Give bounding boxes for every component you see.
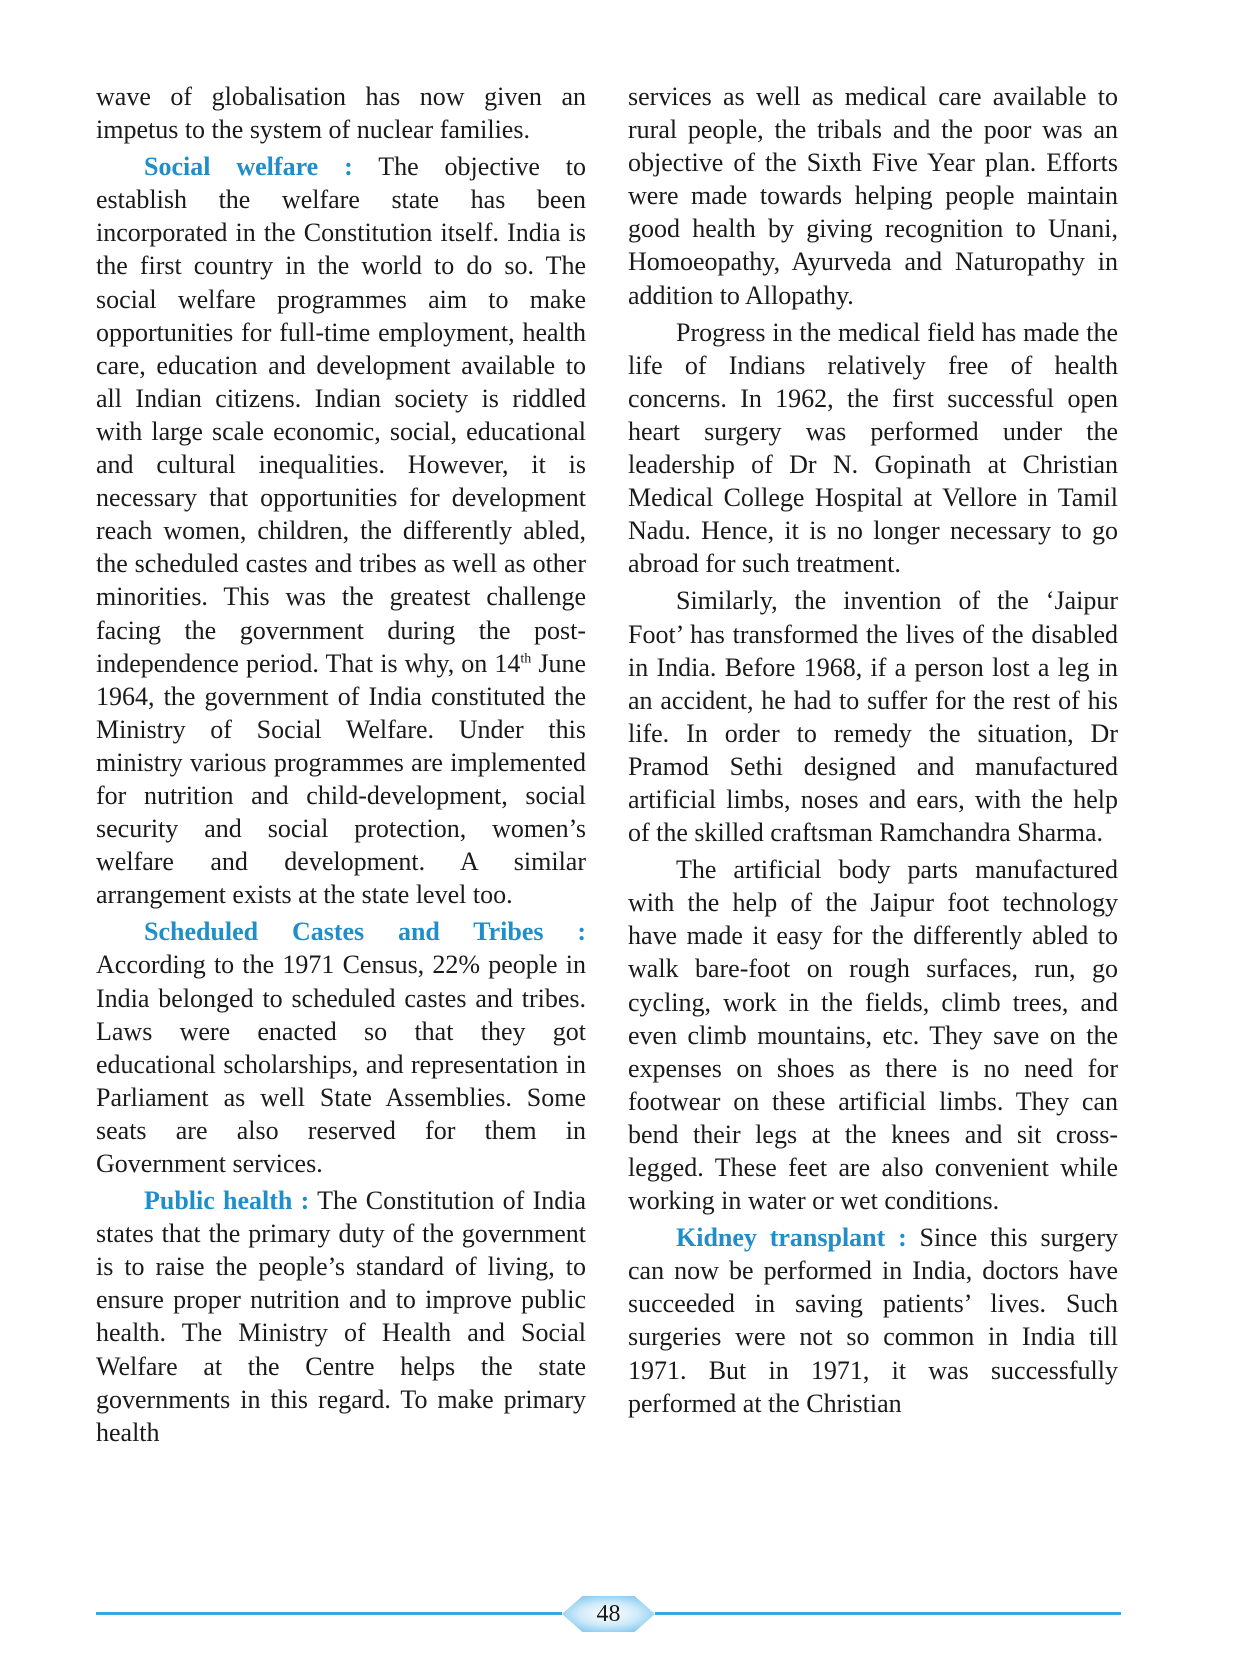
left-column xyxy=(96,80,586,1453)
paragraph-public-health: Public health : The Constitution of India states that the primary duty of the government is to raise the people’s standard of living, to ensure proper nutrition and to improve public health. The Ministry of Health and Social Welfare at the Centre helps the state governments in this regard. To make primary health xyxy=(96,1186,586,1447)
heading-scheduled-castes-tribes: Scheduled Castes and Tribes : xyxy=(144,917,586,947)
paragraph-scheduled-castes: Scheduled Castes and Tribes : According to the 1971 Census, 22% people in India belonged to scheduled castes and tribes. Laws were enacted so that they got educational scholarships, and representation in Parliament as well State Assemblies. Some seats are also reserved for them in Government services. xyxy=(96,917,586,1178)
paragraph-jaipur-foot: Similarly, the invention of the ‘Jaipur Foot’ has transformed the lives of the disabled in India. Before 1968, if a person lost a leg in an accident, he had to suffer for the rest of his life. In order to remedy the situation, Dr Pramod Sethi designed and manufactured artificial limbs, noses and ears, with the help of the skilled craftsman Ramchandra Sharma. xyxy=(628,586,1118,848)
paragraph-primary-health-cont: services as well as medical care available to rural people, the tribals and the poor was an objective of the Sixth Five Year plan. Efforts were made towards helping people maintain good health by giving recognition to Unani, Homoeopathy, Ayurveda and Naturopathy in addition to Allopathy. xyxy=(628,82,1118,310)
footer-divider-left xyxy=(96,1612,562,1615)
footer-divider-right xyxy=(655,1612,1121,1615)
heading-kidney-transplant: Kidney transplant : xyxy=(676,1223,907,1253)
page-number-badge xyxy=(562,1596,655,1632)
paragraph-nuclear-families: wave of globalisation has now given an impetus to the system of nuclear families. xyxy=(96,82,586,145)
paragraph-kidney-transplant: Kidney transplant : Since this surgery can now be performed in India, doctors have succeeded in saving patients’ lives. Such surgeries were not so common in India till 1971. But in 1971, it was successfully performed at the Christian xyxy=(628,1223,1118,1418)
superscript-th: th xyxy=(520,650,532,666)
heading-social-welfare: Social welfare : xyxy=(144,152,353,182)
page-number: 48 xyxy=(596,1600,621,1627)
paragraph-artificial-body-parts: The artificial body parts manufactured with the help of the Jaipur foot technology have made it easy for the differently abled to walk bare-foot on rough surfaces, run, go cycling, work in the fields, climb trees, and even climb mountains, etc. They save on the expenses on shoes as there is no need for footwear on these artificial limbs. They can bend their legs at the knees and sit cross-legged. These feet are also convenient while working in water or wet conditions. xyxy=(628,855,1118,1216)
paragraph-social-welfare: Social welfare : The objective to establish the welfare state has been incorporated in the Constitution itself. India is the first country in the world to do so. The social welfare programmes aim to make opportunities for full-time employment, health care, education and development available to all Indian citizens. Indian society is riddled with large scale economic, social, educational and cultural inequalities. However, it is necessary that opportunities for development reach women, children, the differently abled, the scheduled castes and tribes as well as other minorities. This was the greatest challenge facing the government during the post-independence period. That is why, on 14th June 1964, the government of India constituted the Ministry of Social Welfare. Under this ministry various programmes are implemented for nutrition and child-development, social security and social protection, women’s welfare and development. A similar arrangement exists at the state level too. xyxy=(96,152,586,910)
right-column xyxy=(628,80,1118,1424)
heading-public-health: Public health : xyxy=(144,1186,310,1216)
paragraph-medical-progress: Progress in the medical field has made the life of Indians relatively free of health concerns. In 1962, the first successful open heart surgery was performed under the leadership of Dr N. Gopinath at Christian Medical College Hospital at Vellore in Tamil Nadu. Hence, it is no longer necessary to go abroad for such treatment. xyxy=(628,317,1118,579)
